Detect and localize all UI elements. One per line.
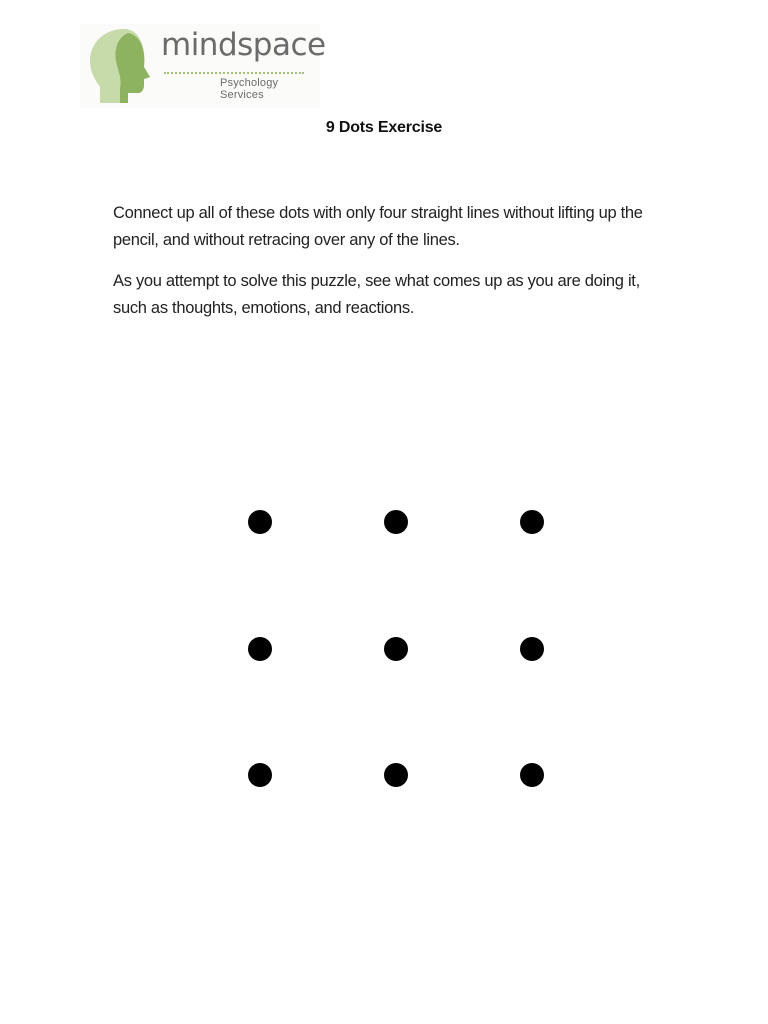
puzzle-dot: [248, 510, 272, 534]
puzzle-dot: [384, 637, 408, 661]
mindspace-logo: [80, 24, 326, 108]
page-title: 9 Dots Exercise: [325, 119, 443, 136]
reflection-paragraph: As you attempt to solve this puzzle, see what comes up as you are doing it, such as thoughts, emotions, and reactions.: [113, 272, 640, 317]
puzzle-dot: [520, 510, 544, 534]
logo-wordmark: mindspace: [161, 27, 326, 63]
logo-dotted-divider: [164, 72, 304, 74]
puzzle-dot: [384, 763, 408, 787]
puzzle-dot: [520, 763, 544, 787]
head-profile-icon: [84, 27, 156, 105]
puzzle-dot: [384, 510, 408, 534]
puzzle-dot: [248, 763, 272, 787]
puzzle-dot: [520, 637, 544, 661]
instruction-paragraph: Connect up all of these dots with only four straight lines without lifting up the pencil, and without retracing over any of the lines.: [113, 204, 643, 249]
logo-tagline: Psychology Services: [220, 77, 279, 101]
puzzle-dot: [248, 637, 272, 661]
